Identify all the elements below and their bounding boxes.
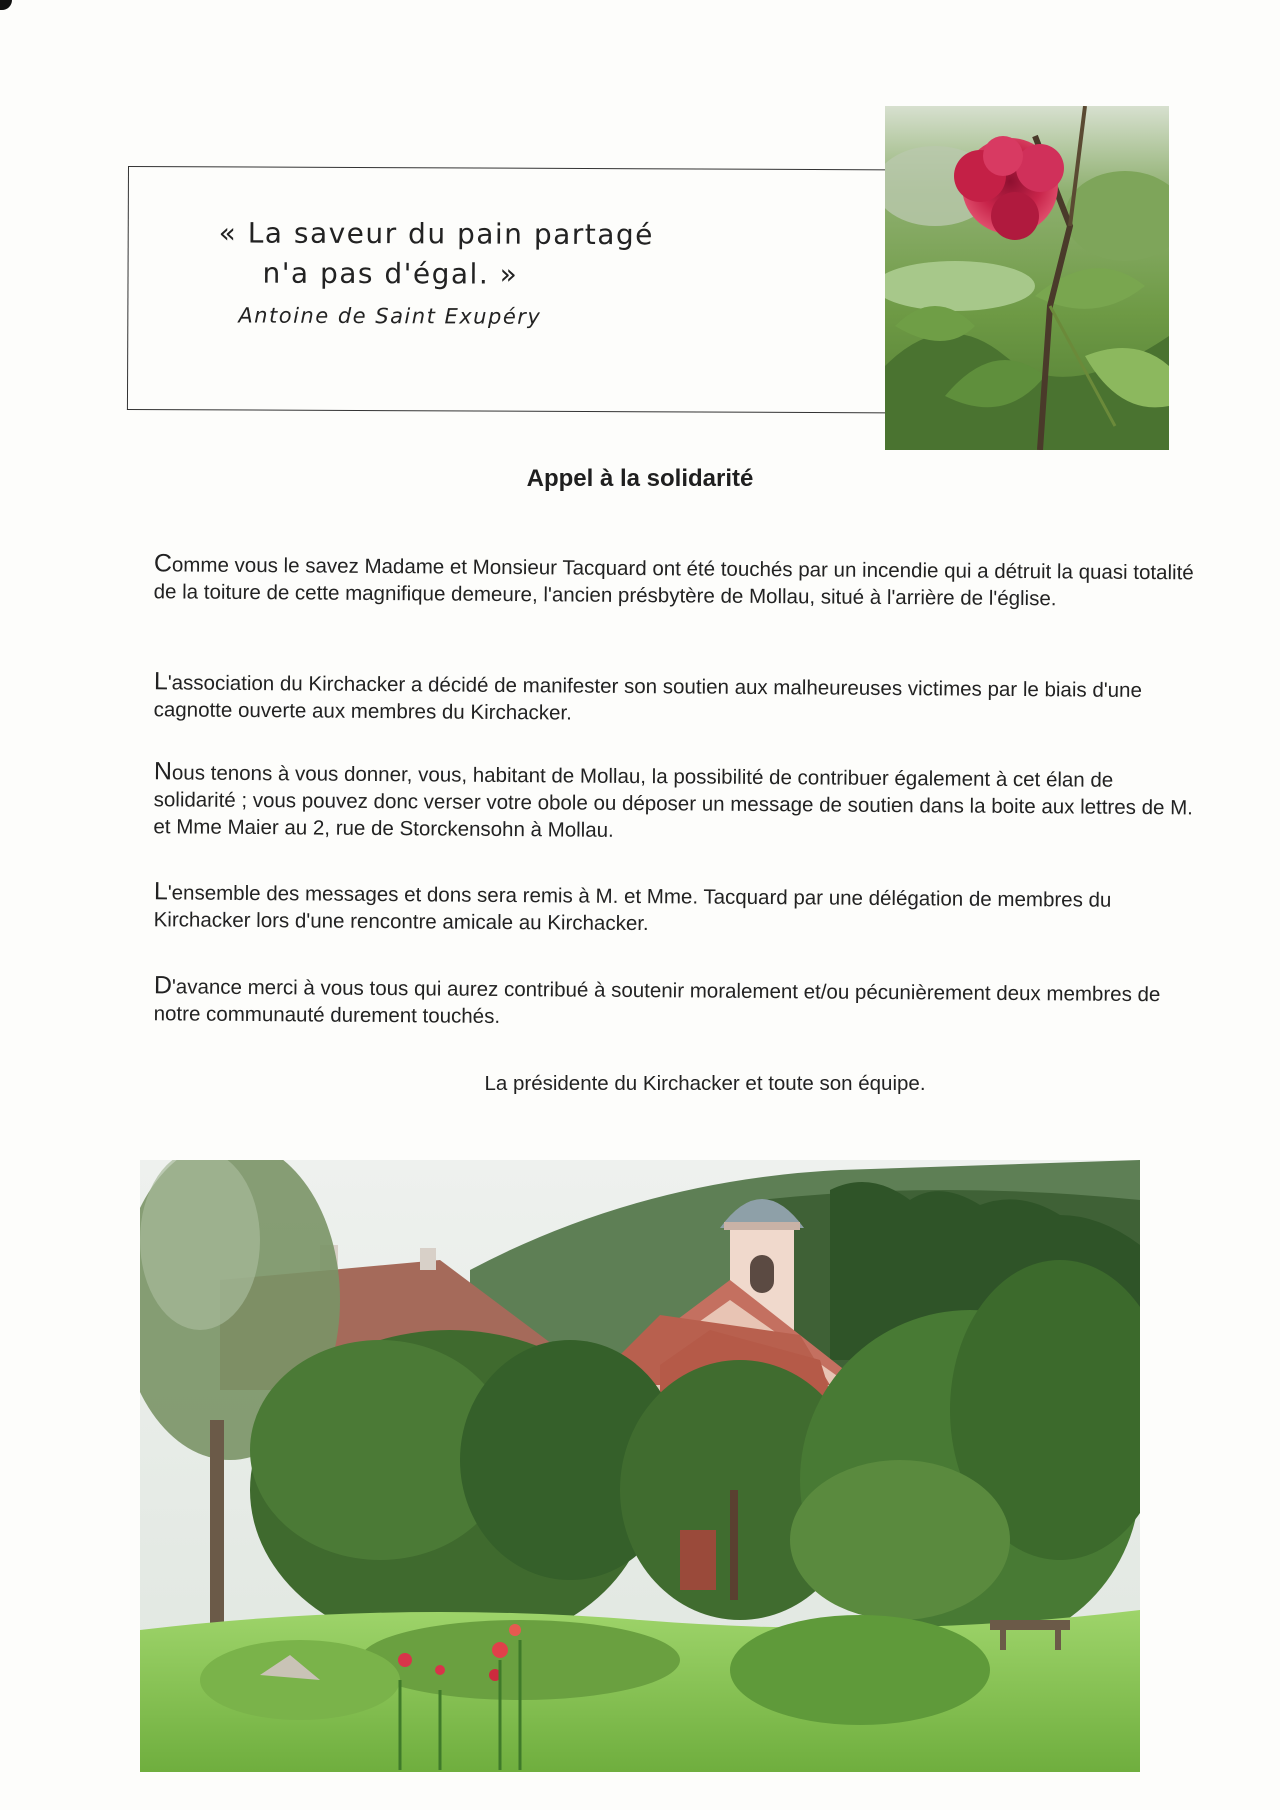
paragraph-2 — [126, 668, 1194, 731]
paragraph-3-text: ous tenons à vous donner, vous, habitant de Mollau, la possibilité de contribuer également à cet élan de solidarité ; vous pouvez donc verser votre obole ou déposer un message de soutien dans la boite aux lettres de M. et Mme Maier au 2, rue de Storckensohn à Mollau. — [153, 761, 1194, 842]
paragraph-5-initial: D — [153, 971, 173, 1000]
paragraph-4-text: 'ensemble des messages et dons sera remis à M. et Mme. Tacquard par une délégation de membres du Kirchacker lors d'une rencontre amicale au Kirchacker. — [153, 881, 1112, 936]
paragraph-3 — [125, 758, 1194, 848]
paragraph-5 — [126, 972, 1194, 1035]
scan-corner-mark — [0, 0, 12, 10]
quote-box — [127, 166, 889, 413]
quote-line-1: « La saveur du pain partagé — [218, 216, 655, 252]
page-title: Appel à la solidarité — [526, 465, 754, 492]
paragraph-1 — [126, 550, 1194, 613]
garden-photo — [140, 1160, 1140, 1772]
paragraph-1-text: omme vous le savez Madame et Monsieur Tacquard ont été touchés par un incendie qui a détruit la quasi totalité de la toiture de cette magnifique demeure, l'ancien présbytère de Mollau, situé à l'arrière de l'église. — [153, 553, 1194, 611]
signature: La présidente du Kirchacker et toute son équipe. — [484, 1072, 926, 1095]
quote-line-2: n'a pas d'égal. » — [262, 256, 519, 291]
paragraph-4 — [126, 878, 1194, 941]
paragraph-2-text: 'association du Kirchacker a décidé de manifester son soutien aux malheureuses victimes par le biais d'une cagnotte ouverte aux membres du Kirchacker. — [153, 671, 1142, 725]
quote-text — [218, 213, 654, 295]
quote-author: Antoine de Saint Exupéry — [238, 303, 542, 329]
paragraph-2-initial: L — [153, 667, 168, 696]
paragraph-5-text: 'avance merci à vous tous qui aurez contribué à soutenir moralement et/ou pécunièrement deux membres de notre communauté durement touchés. — [153, 975, 1161, 1028]
paragraph-4-initial: L — [153, 877, 168, 906]
paragraph-1-initial: C — [153, 549, 173, 578]
flower-photo — [885, 106, 1169, 450]
paragraph-3-initial: N — [153, 757, 173, 786]
